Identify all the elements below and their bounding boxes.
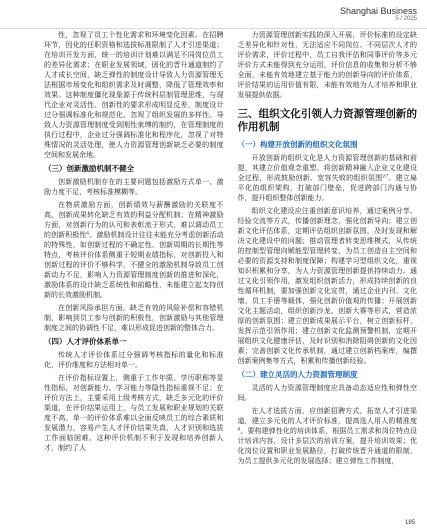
- paragraph: 在评价指标设置上，侧重于工作年限、学历职称等显性指标，对创新能力、学习能力等隐性指标重视不足；在评价方法上，主要采用上级考核方式，缺乏多元化的评价渠道，在评价结果运用上，与员工发展和职业规划的关联度不高。单一的评价体系难以全面反映员工的综合素质和发展潜力，容易产生人才评价结果失真，人才识别和选拔工作面临困难。这种评价机制不利于发现和培养创新人才，制约了人: [44, 374, 224, 452]
- issue-label: 5 / 2025: [395, 16, 417, 22]
- subheading: （一）构建开放创新的组织文化氛围: [237, 140, 358, 149]
- paragraph: 开放创新的组织文化是人力资源管理创新的基础和前提，其建立价值观念重塑、将创新精神融入企业文化建设全过程，形成鼓励创新、宽容失败的组织氛围²⁷。建立扁平化的组织架构，打破部门壁垒，促进跨部门沟通与协作，提升组织整体创新能力。: [237, 154, 417, 202]
- page-number: 185: [404, 520, 415, 526]
- paragraph: 组织文化建设应注重创新意识培养，通过案例分享、经验交流等方式，传播创新理念，强化创新导向；建立创新文化评估体系，定期评估组织创新氛围，及时发现和解决文化建设中的问题；推动管理者转变思维模式，从传统的控制型管理向赋能型管理转变，为员工创造自主空间和必要的资源支持和制度保障；构建学习型组织文化，重视知识积累和分享，为人力资源管理创新提供持续动力。通过文化引领作用，激发组织创新活力，形成持续创新的良性循环机制，要加强创新文化宣贯，通过企业内刊、文化墙、员工手册等载体，强化创新价值观的传播；开展创新文化主题活动，组织创新沙龙、创新大赛等形式，营造浓厚的创新氛围；建立创新成果展示平台，树立创新标杆，发挥示范引领作用；建立创新文化监测预警机制，定期开展组织文化健康评估，及时识别和消除阻碍创新的文化因素；完善创新文化传承机制，通过建立创新档案库，编撰创新案例集等方式，积累和传播创新经验。: [237, 207, 417, 365]
- paragraph: 力资源管理创新实践的深入开展，评价标准的设定缺乏差异化和针对性，无法适应不同岗位、不同层次人才的评价需求，评价过程中，员工自我评估和同事评价等多元评价方式未能得到充分运用，评价信息的收集和分析不够全面，未能有效地建立基于能力的创新导向的评价体系，评价结果的运用价值有限，未能有效地为人才培养和职业发展提供依据。: [237, 31, 417, 99]
- paragraph: 在人才选拔方面，应创新招聘方式，拓宽人才引进渠道，建立多元化的人才评价标准，提高选人用人的精准度⁸。要构建弹性化的培训体系，根据员工需求和岗位特点设计培训内容，设计多层次的培训方案，提升培训效果；优化岗位设置和职业发展路径，打破传统晋升通道的限制，为员工提供多元化的发展选择；建立弹性工作制度，: [237, 407, 417, 465]
- publication-name: Shanghai Business: [339, 6, 417, 16]
- paragraph: 灵活的人力资源管理制度应具备动态适应性和弹性空间。: [237, 384, 417, 402]
- subheading: （四）人才评价体系单一: [44, 337, 127, 346]
- left-column: [44, 30, 224, 516]
- paragraph: 性，忽视了员工个性化需求和环境变化因素。在招聘环节，因化的任职资格和选拔标准限制了人才引进渠道；在培训开发方面，统一的培训计划难以满足不同岗位员工的差异化需求；在职业发展领域，固化的晋升通道制约了人才成长空间，缺乏弹性的制度设计导致人力资源管理无法根据市场变化和组织需求及时调整，降低了管理效率和效果。这种制度僵化现象源于传统科层制管理思维，与现代企业对灵活性、创新性的要求形成明显反差，制度设计过分强调标准化和规范化，忽视了组织发展的多样性、导致人力资源管理制度受到刚性束缚的制约，在管理制度的执行过程中，企业过分强调标准化和程序化，忽视了对特殊情况的灵活处理，使人力资源管理创新缺乏必要的制度空间和发展余地。: [44, 31, 224, 159]
- publication-brand: [340, 6, 417, 23]
- right-column: [238, 30, 418, 516]
- paragraph: 在创新风险承担方面，缺乏有效的风险补偿和容错机制，影响到员工参与创新的积极性，创新激励与其他管理制度之间的协调性不足，难以形成促进创新的整体合力。: [44, 304, 224, 332]
- paragraph: 创新激励机制存在的主要问题包括激励方式单一、激励力度不足、考核标准模糊等。: [44, 178, 224, 196]
- section-title: 三、组织文化引领人力资源管理创新的作用机制: [237, 108, 417, 133]
- paragraph: 传统人才评价体系过分强调考核指标的量化和标准化，评价维度和方法相对单一。: [44, 351, 224, 369]
- page-header: [0, 0, 427, 29]
- subheading: （二）建立灵活的人力资源管理制度: [237, 370, 358, 379]
- paragraph: 在物质激励方面，创新绩效与薪酬激励的关联度不高，创新成果转化缺乏有效的利益分配机制；在精神激励方面，对创新行为的认可和表彰流于形式，难以调动员工的创新积极性⁶。激励机制设计往往未能充分考虑创新活动的特殊性，如创新过程的不确定性、创新周期的长期性等特点，考核评价体系侧重于短期业绩指标，对创新投入和创新过程的评价不够科学，不健全的激励机制导致员工创新动力不足，影响人力资源管理制度创新的推进和深化，激励体系的设计缺乏系统性和前瞻性，未能建立起支持创新的长效激励机制。: [44, 201, 224, 299]
- subheading: （三）创新激励机制不健全: [44, 164, 134, 173]
- article-body: [44, 30, 417, 516]
